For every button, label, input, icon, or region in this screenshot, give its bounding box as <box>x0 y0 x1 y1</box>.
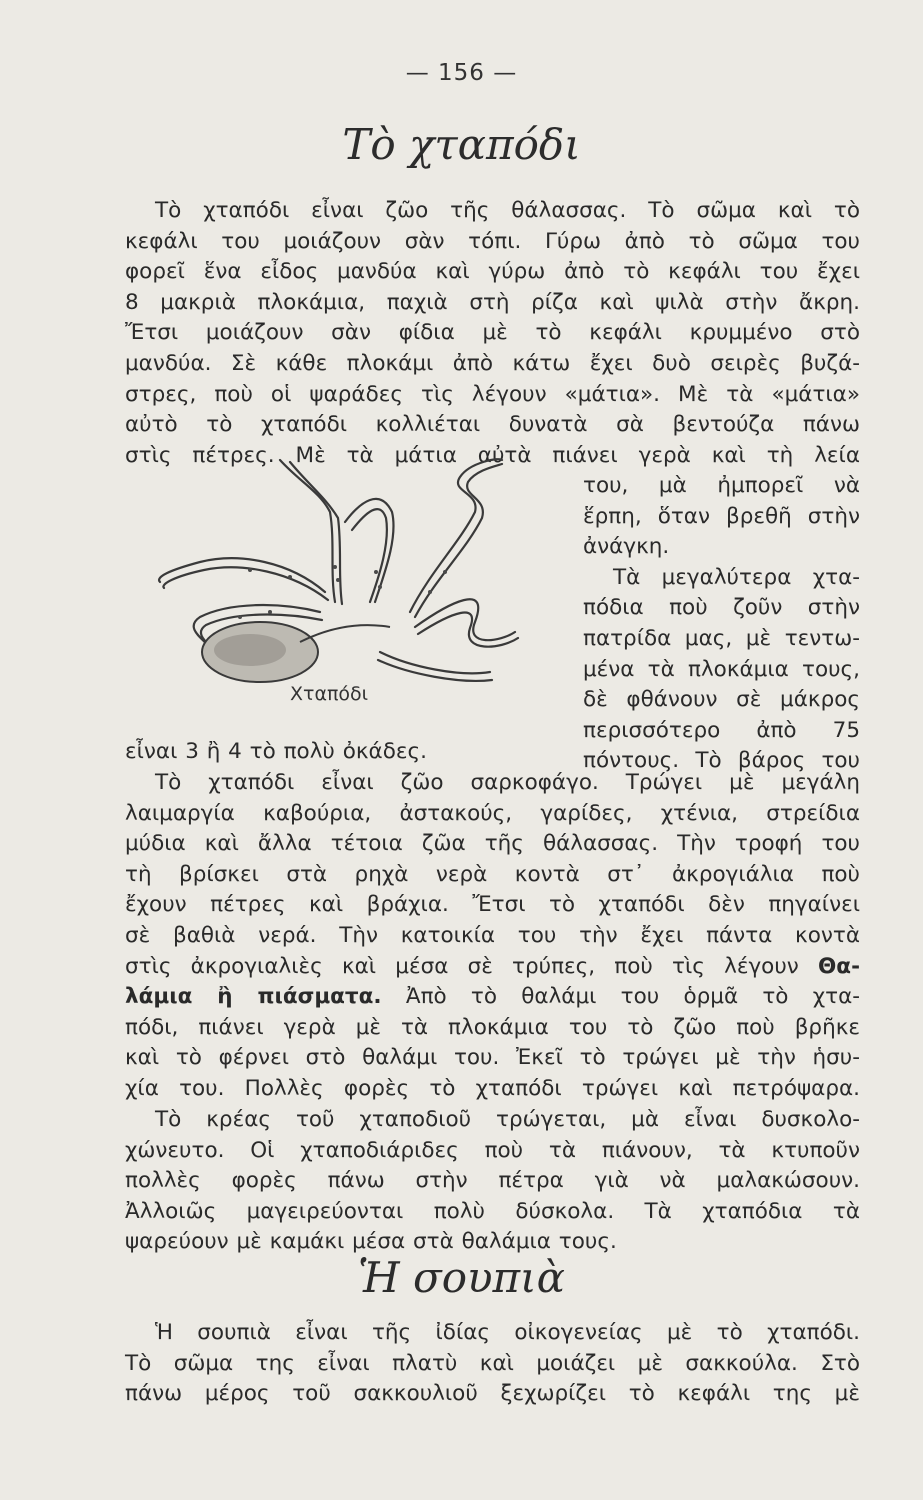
cuttlefish-paragraph-1 <box>125 1318 860 1410</box>
octopus-side-text <box>583 471 860 777</box>
text-line: 8 μακριὰ πλοκάμια, παχιὰ στὴ ρίζα καὶ ψιλὰ στὴν ἄκρη. <box>125 289 860 315</box>
octopus-illustration <box>130 452 575 692</box>
text-line: πάνω μέρος τοῦ σακκουλιοῦ ξεχωρίζει τὸ κεφάλι της μὲ <box>125 1381 860 1407</box>
text-line: Τὰ μεγαλύτερα χτα- <box>613 564 860 590</box>
text-line: ψαρεύουν μὲ καμάκι μέσα στὰ θαλάμια τους. <box>125 1229 617 1255</box>
text-line <box>125 982 860 1013</box>
text-line: τὴ βρίσκει στὰ ρηχὰ νερὰ κοντὰ στ᾽ ἀκρογιάλια ποὺ <box>125 861 860 887</box>
section-title-cuttlefish: Ἡ σουπιὰ <box>358 1253 565 1302</box>
bold-term: Θα- <box>818 953 860 979</box>
text-line: εἶναι 3 ἢ 4 τὸ πολὺ ὀκάδες. <box>125 739 427 764</box>
text-line: καὶ τὸ φέρνει στὸ θαλάμι του. Ἐκεῖ τὸ τρώγει μὲ τὴν ἡσυ- <box>125 1045 860 1071</box>
text-line: μένα τὰ πλοκάμια τους, <box>583 656 860 682</box>
text-line: στρες, ποὺ οἱ ψαράδες τὶς λέγουν «μάτια». Μὲ τὰ «μάτια» <box>125 381 860 407</box>
text-line: Ἔτσι μοιάζουν σὰν φίδια μὲ τὸ κεφάλι κρυμμένο στὸ <box>125 320 860 346</box>
text-line: του, μὰ ἠμπορεῖ νὰ <box>583 473 860 498</box>
text-line: Τὸ κρέας τοῦ χταποδιοῦ τρώγεται, μὰ εἶναι δυσκολο- <box>155 1107 860 1132</box>
text-line: πόντους. Τὸ βάρος του <box>583 748 860 774</box>
text-line: πόδι, πιάνει γερὰ μὲ τὰ πλοκάμια του τὸ ζῶο ποὺ βρῆκε <box>125 1014 860 1040</box>
octopus-paragraph-1 <box>125 196 860 471</box>
text-line: ἕρπη, ὅταν βρεθῆ στὴν <box>583 503 860 529</box>
text-line: κεφάλι του μοιάζουν σὰν τόπι. Γύρω ἀπὸ τὸ σῶμα του <box>125 228 860 254</box>
text-line: περισσότερο ἀπὸ 75 <box>583 717 860 743</box>
text-fragment: Ἀπὸ τὸ θαλάμι του ὁρμᾶ τὸ χτα- <box>405 984 860 1010</box>
octopus-paragraph-4 <box>125 1105 860 1258</box>
text-line: αὐτὸ τὸ χταπόδι κολλιέται δυνατὰ σὰ βεντούζα πάνω <box>125 412 860 438</box>
text-line: μανδύα. Σὲ κάθε πλοκάμι ἀπὸ κάτω ἔχει δυὸ σειρὲς βυζά- <box>125 350 860 376</box>
text-line: Τὸ χταπόδι εἶναι ζῶο σαρκοφάγο. Τρώγει μὲ μεγάλη <box>155 770 860 795</box>
text-line: Τὸ σῶμα της εἶναι πλατὺ καὶ μοιάζει μὲ σακκούλα. Στὸ <box>125 1350 860 1376</box>
text-line: φορεῖ ἕνα εἶδος μανδύα καὶ γύρω ἀπὸ τὸ κεφάλι του ἔχει <box>125 259 860 285</box>
text-line: χώνευτο. Οἱ χταποδιάριδες ποὺ τὰ πιάνουν, τὰ κτυποῦν <box>125 1137 860 1163</box>
text-line: ἀνάγκη. <box>583 534 670 560</box>
text-line: πόδια ποὺ ζοῦν στὴν <box>583 595 860 621</box>
page-number: — 156 — <box>405 60 518 86</box>
text-line: πατρίδα μας, μὲ τεντω- <box>583 625 860 651</box>
text-line: χία του. Πολλὲς φορὲς τὸ χταπόδι τρώγει καὶ πετρόψαρα. <box>125 1075 860 1101</box>
text-line <box>125 952 860 983</box>
bold-term: λάμια ἢ πιάσματα. <box>125 984 382 1010</box>
text-line: μύδια καὶ ἄλλα τέτοια ζῶα τῆς θάλασσας. Τὴν τροφή του <box>125 831 860 857</box>
text-line: σὲ βαθιὰ νερά. Τὴν κατοικία του τὴν ἔχει πάντα κοντὰ <box>125 922 860 948</box>
text-line: στὶς πέτρες. Μὲ τὰ μάτια αὐτὰ πιάνει γερὰ καὶ τὴ λεία <box>125 442 860 468</box>
text-line: Τὸ χταπόδι εἶναι ζῶο τῆς θάλασσας. Τὸ σῶμα καὶ τὸ <box>155 198 860 223</box>
text-fragment: στὶς ἀκρογιαλιὲς καὶ μέσα σὲ τρύπες, ποὺ τὶς λέγουν <box>125 953 799 979</box>
text-line: Ἀλλοιῶς μαγειρεύονται πολὺ δύσκολα. Τὰ χταπόδια τὰ <box>125 1198 860 1224</box>
illustration-caption: Χταπόδι <box>290 683 369 705</box>
octopus-paragraph-3 <box>125 768 860 1105</box>
text-line: λαιμαργία καβούρια, ἀστακούς, γαρίδες, χτένια, στρείδια <box>125 800 860 826</box>
octopus-weight-line <box>125 737 860 768</box>
text-line: ἔχουν πέτρες καὶ βράχια. Ἔτσι τὸ χταπόδι δὲν πηγαίνει <box>125 892 860 918</box>
section-title-octopus: Τὸ χταπόδι <box>342 120 581 169</box>
text-line: πολλὲς φορὲς πάνω στὴν πέτρα γιὰ νὰ μαλακώσουν. <box>125 1168 860 1194</box>
text-line: Ἡ σουπιὰ εἶναι τῆς ἰδίας οἰκογενείας μὲ τὸ χταπόδι. <box>155 1320 860 1345</box>
text-line: δὲ φθάνουν σὲ μάκρος <box>583 687 860 713</box>
